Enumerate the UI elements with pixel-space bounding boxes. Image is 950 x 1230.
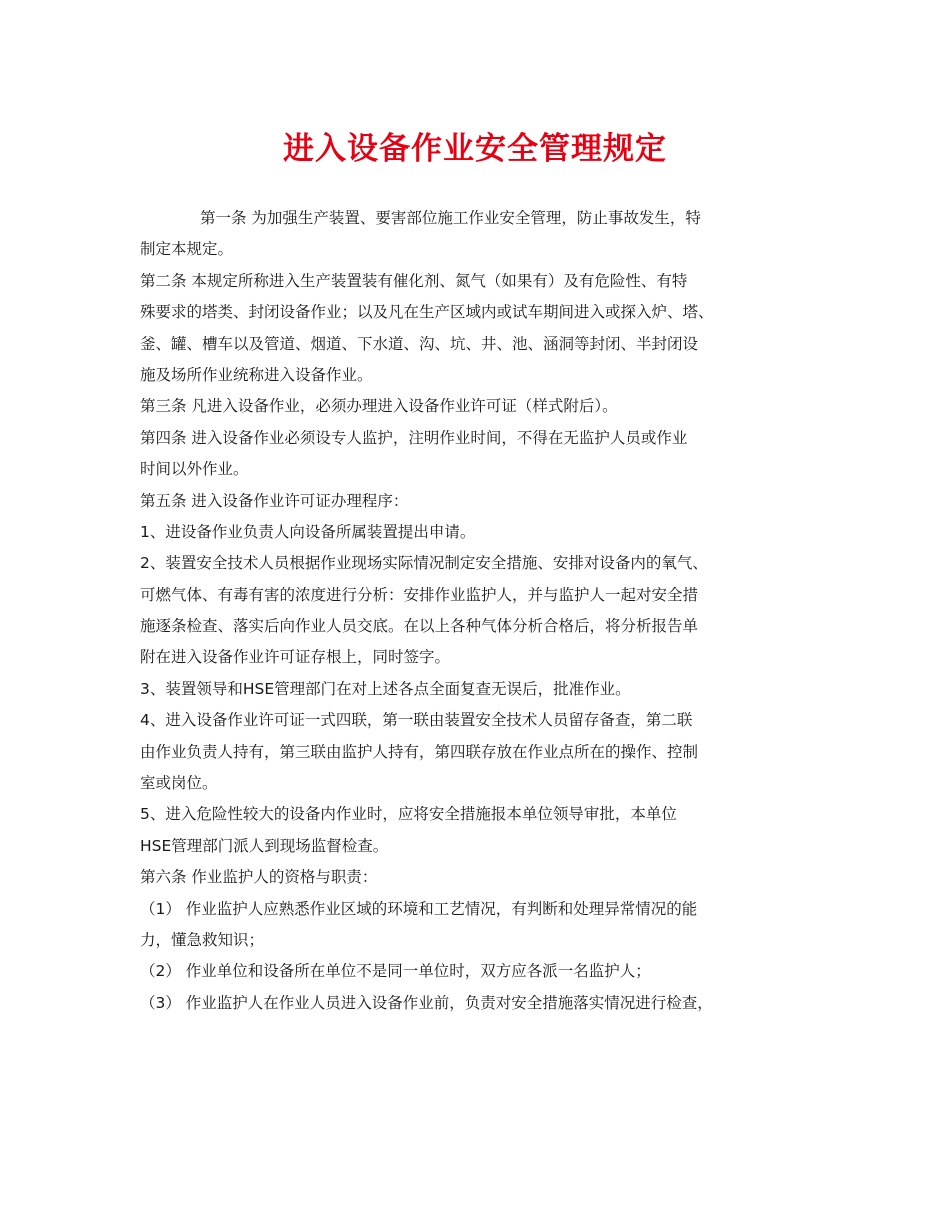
- paragraph-line: HSE管理部门派人到现场监督检查。: [140, 836, 389, 855]
- paragraph-line: 附在进入设备作业许可证存根上，同时签字。: [140, 648, 451, 667]
- document-title: 进入设备作业安全管理规定: [283, 131, 667, 167]
- paragraph-line: 釜、罐、槽车以及管道、烟道、下水道、沟、坑、井、池、涵洞等封闭、半封闭设: [140, 334, 699, 353]
- document-body: [140, 203, 820, 1019]
- paragraph-line: （3） 作业监护人在作业人员进入设备作业前，负责对安全措施落实情况进行检查，: [140, 993, 713, 1012]
- paragraph-line: 制定本规定。: [140, 240, 234, 259]
- paragraph-line: 4、进入设备作业许可证一式四联，第一联由装置安全技术人员留存备查，第二联: [140, 711, 693, 730]
- paragraph-line: （2） 作业单位和设备所在单位不是同一单位时，双方应各派一名监护人；: [140, 962, 651, 981]
- paragraph-line: 可燃气体、有毒有害的浓度进行分析：安排作业监护人，并与监护人一起对安全措: [140, 585, 699, 604]
- paragraph-line: 施及场所作业统称进入设备作业。: [140, 365, 373, 384]
- paragraph-line: 第三条 凡进入设备作业，必须办理进入设备作业许可证（样式附后）。: [140, 397, 618, 416]
- paragraph-line: 1、进设备作业负责人向设备所属装置提出申请。: [140, 522, 476, 541]
- paragraph-line: 5、进入危险性较大的设备内作业时，应将安全措施报本单位领导审批，本单位: [140, 805, 677, 824]
- paragraph-line: 第一条 为加强生产装置、要害部位施工作业安全管理，防止事故发生，特: [200, 209, 701, 227]
- paragraph-line: 2、装置安全技术人员根据作业现场实际情况制定安全措施、安排对设备内的氧气、: [140, 554, 708, 573]
- paragraph-line: 第六条 作业监护人的资格与职责：: [140, 868, 378, 887]
- paragraph-line: 第二条 本规定所称进入生产装置装有催化剂、氮气（如果有）及有危险性、有特: [140, 271, 688, 290]
- paragraph-line: （1） 作业监护人应熟悉作业区域的环境和工艺情况，有判断和处理异常情况的能: [140, 899, 698, 918]
- paragraph-line: 由作业负责人持有，第三联由监护人持有，第四联存放在作业点所在的操作、控制: [140, 742, 699, 761]
- paragraph-line: 殊要求的塔类、封闭设备作业；以及凡在生产区域内或试车期间进入或探入炉、塔、: [140, 303, 714, 322]
- paragraph-line: 3、装置领导和HSE管理部门在对上述各点全面复查无误后，批准作业。: [140, 679, 631, 698]
- paragraph-line: 第五条 进入设备作业许可证办理程序：: [140, 491, 409, 510]
- paragraph-line: 第四条 进入设备作业必须设专人监护，注明作业时间，不得在无监护人员或作业: [140, 428, 688, 447]
- paragraph-line: 室或岗位。: [140, 774, 218, 793]
- paragraph-line: 力，懂急救知识；: [140, 930, 265, 949]
- paragraph-line: 时间以外作业。: [140, 460, 249, 479]
- paragraph-line: 施逐条检查、落实后向作业人员交底。在以上各种气体分析合格后，将分析报告单: [140, 617, 699, 636]
